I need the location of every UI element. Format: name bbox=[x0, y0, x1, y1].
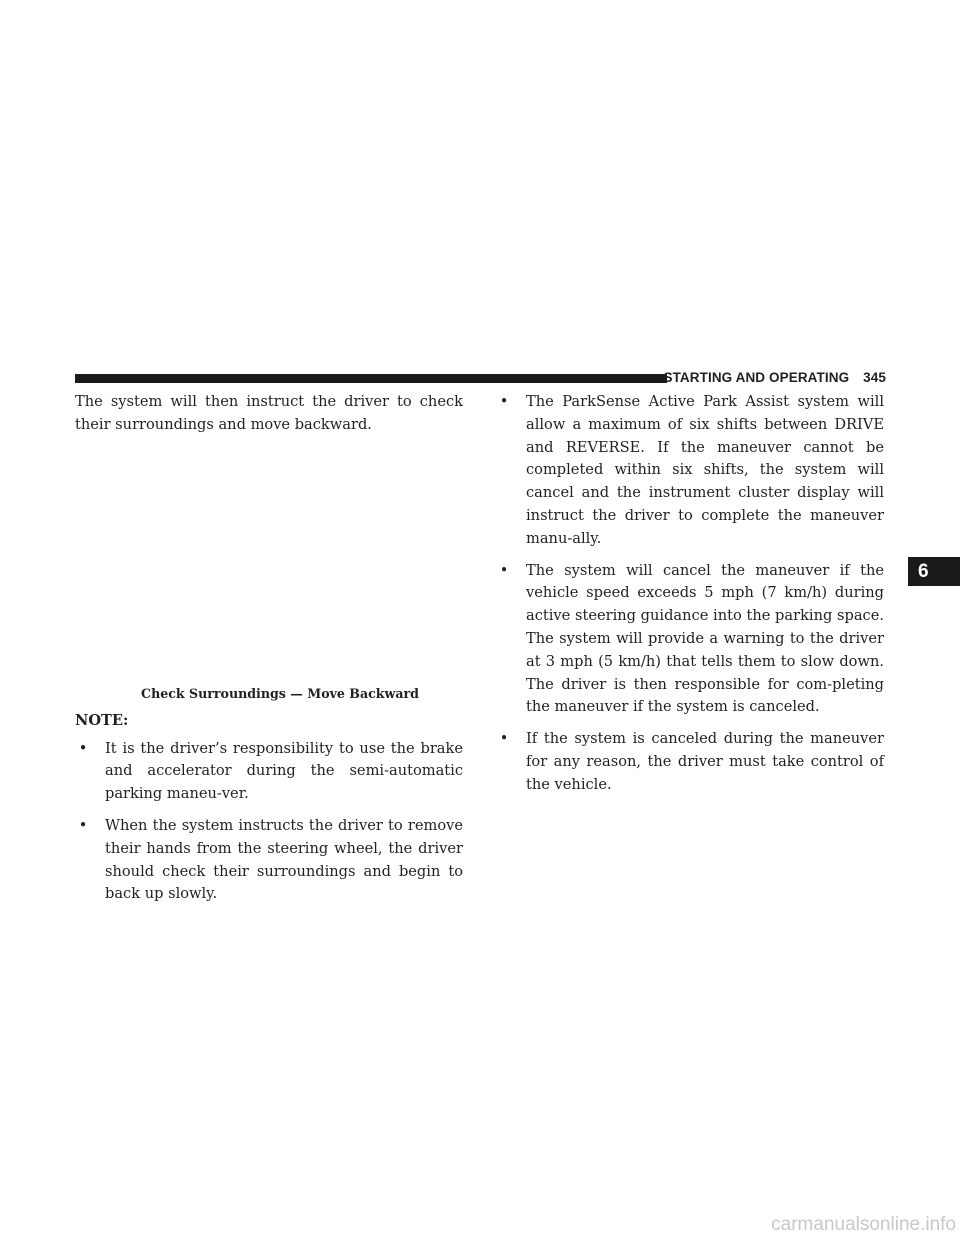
list-item-text: When the system instructs the driver to remove their hands from the steering wheel, the driver should check their surroundings and begin to back up slowly. bbox=[105, 816, 463, 903]
right-list bbox=[496, 391, 884, 797]
list-item bbox=[75, 738, 463, 806]
section-title: STARTING AND OPERATING bbox=[663, 370, 850, 385]
intro-paragraph: The system will then instruct the driver to check their surroundings and move backward. bbox=[75, 393, 463, 433]
chapter-tab bbox=[908, 557, 960, 586]
note-heading: NOTE: bbox=[75, 711, 129, 729]
list-item-text: The ParkSense Active Park Assist system will allow a maximum of six shifts between DRIVE and REVERSE. If the maneuver cannot be completed within six shifts, the system will cancel and the instrument cluster display will instruct the driver to complete the maneuver manu-ally. bbox=[526, 393, 884, 547]
running-header bbox=[663, 368, 886, 388]
list-item bbox=[496, 391, 884, 551]
figure-caption: Check Surroundings — Move Backward bbox=[141, 685, 419, 701]
list-item-text: It is the driver’s responsibility to use the brake and accelerator during the semi-automatic parking maneu-ver. bbox=[105, 739, 463, 803]
bullet-icon: • bbox=[499, 393, 509, 410]
note-list bbox=[75, 738, 463, 907]
bullet-icon: • bbox=[499, 561, 509, 579]
right-column bbox=[496, 391, 884, 797]
bullet-icon: • bbox=[499, 730, 509, 748]
page-number: 345 bbox=[863, 370, 886, 385]
list-item bbox=[75, 815, 463, 906]
list-item-text: If the system is canceled during the maneuver for any reason, the driver must take control of the vehicle. bbox=[526, 730, 884, 793]
figure-placeholder bbox=[75, 437, 463, 685]
bullet-icon: • bbox=[78, 739, 88, 757]
left-column bbox=[75, 391, 463, 906]
list-item bbox=[496, 560, 884, 720]
bullet-icon: • bbox=[78, 816, 88, 834]
list-item-text: The system will cancel the maneuver if the vehicle speed exceeds 5 mph (7 km/h) during active steering guidance into the parking space. The system will provide a warning to the driver at 3 mph (5 km/h) that tells them to slow down. The driver is then responsible for com-pleting the maneuver if the system is canceled. bbox=[526, 561, 884, 716]
header-rule bbox=[75, 374, 667, 383]
list-item bbox=[496, 728, 884, 796]
watermark: carmanualsonline.info bbox=[771, 1214, 956, 1235]
chapter-number: 6 bbox=[918, 561, 929, 582]
